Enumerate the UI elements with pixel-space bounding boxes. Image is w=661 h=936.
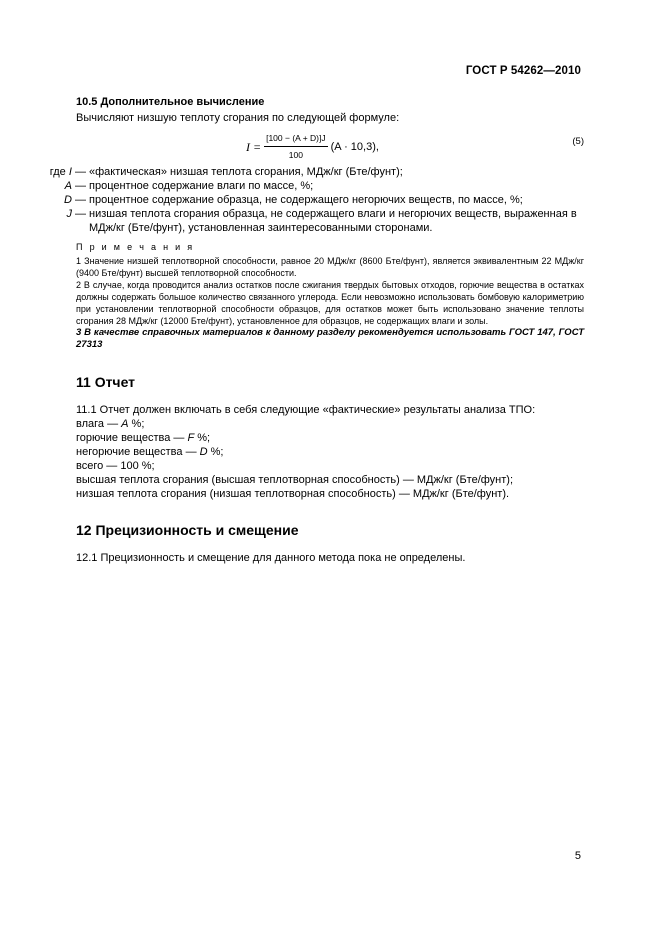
where-row: J — низшая теплота сгорания образца, не содержащего влаги и негорючих веществ, выраженная в МДж/кг (Бте/фунт), установленная заинтересованными сторонами. [76, 207, 584, 235]
document-id-header: ГОСТ Р 54262—2010 [465, 65, 581, 77]
note-2: 2 В случае, когда проводится анализ остатков после сжигания твердых бытовых отходов, горючие вещества в остатках должны содержать большое количество связанного углерода. Если невозможно использовать бомбовую калориметрию при установлении теплотворной способности образцов, для остатков может быть использовано значение теплоты сгорания 28 МДж/кг (12000 Бте/фунт), установленное для образцов, не содержащих влаги и золы. [76, 280, 584, 326]
page-content [49, 95, 584, 565]
report-line-noncombustible: негорючие вещества — D %; [76, 446, 224, 458]
where-text: «фактическая» низшая теплота сгорания, МДж/кг (Бте/фунт); [89, 166, 403, 178]
where-list [49, 165, 584, 235]
formula-number: (5) [572, 136, 584, 147]
report-line-combustible: горючие вещества — F %; [76, 432, 211, 444]
formula-fraction [264, 131, 328, 162]
formula-rest: (A · 10,3), [330, 140, 379, 153]
where-symbol: A [64, 180, 72, 192]
where-row: A — процентное содержание влаги по массе, %; [76, 179, 584, 193]
formula-numerator: [100 − (A + D)]J [264, 131, 328, 147]
page-number: 5 [574, 850, 581, 862]
where-symbol: I [68, 166, 72, 178]
report-line-lower-heat: низшая теплота сгорания (низшая теплотворная способность) — МДж/кг (Бте/фунт). [76, 488, 510, 500]
formula-intro: Вычисляют низшую теплоту сгорания по следующей формуле: [76, 112, 400, 124]
section-11-intro: 11.1 Отчет должен включать в себя следующие «фактические» результаты анализа ТПО: [76, 404, 536, 416]
section-11-title: 11 Отчет [76, 374, 136, 390]
note-1: 1 Значение низшей теплотворной способности, равное 20 МДж/кг (8600 Бте/фунт), является эквивалентным 22 МДж/кг (9400 Бте/фунт) высшей теплотворной способности. [76, 256, 584, 278]
where-symbol: D [63, 194, 72, 206]
section-12-title: 12 Прецизионность и смещение [76, 522, 299, 538]
notes-block [76, 241, 584, 351]
formula-denominator: 100 [288, 150, 303, 160]
where-row: D — процентное содержание образца, не содержащего негорючих веществ, по массе, %; [76, 193, 584, 207]
note-3: 3 В качестве справочных материалов к данному разделу рекомендуется использовать ГОСТ 147, ГОСТ 27313 [76, 327, 584, 350]
where-text: процентное содержание образца, не содержащего негорючих веществ, по массе, %; [89, 194, 523, 206]
where-text: процентное содержание влаги по массе, %; [89, 180, 314, 192]
where-symbol: J [66, 208, 72, 220]
report-line-higher-heat: высшая теплота сгорания (высшая теплотворная способность) — МДж/кг (Бте/фунт); [76, 474, 514, 486]
formula [246, 131, 379, 162]
report-line-moisture: влага — A %; [76, 418, 145, 430]
notes-title: П р и м е ч а н и я [76, 242, 195, 252]
where-row: где I — «фактическая» низшая теплота сгорания, МДж/кг (Бте/фунт); [76, 165, 584, 179]
section-12-text: 12.1 Прецизионность и смещение для данного метода пока не определены. [76, 552, 466, 564]
report-line-total: всего — 100 %; [76, 460, 155, 472]
where-prefix: где [49, 166, 66, 178]
section-10-5-heading: 10.5 Дополнительное вычисление [76, 96, 265, 108]
formula-block [76, 129, 584, 161]
formula-lhs: I = [246, 139, 262, 154]
where-text: низшая теплота сгорания образца, не содержащего влаги и негорючих веществ, выраженная в МДж/кг (Бте/фунт), установленная заинтересованными сторонами. [89, 208, 577, 234]
